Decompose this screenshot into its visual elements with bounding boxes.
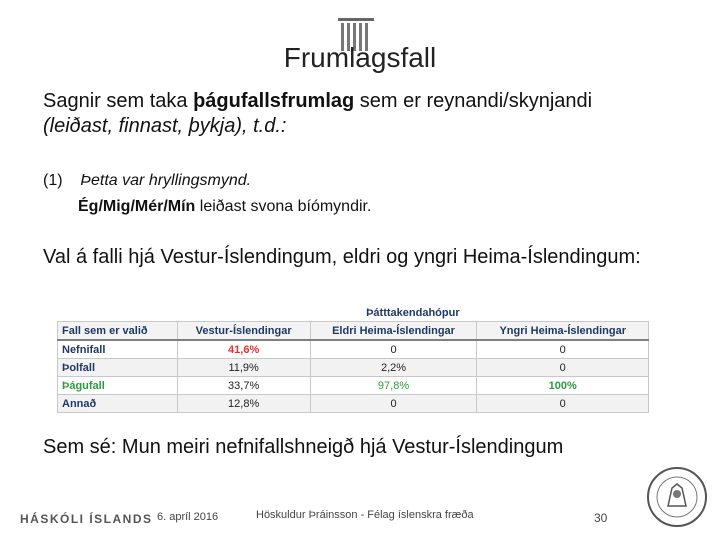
- table-row: [58, 359, 649, 377]
- table-row: [58, 395, 649, 413]
- example-sentence: Þetta var hryllingsmynd.: [80, 172, 252, 189]
- table-cell: 41,6%: [177, 340, 310, 359]
- example-number: (1): [43, 172, 63, 189]
- intro-paragraph: [43, 89, 693, 139]
- intro-line2: (leiðast, finnast, þykja), t.d.:: [43, 115, 287, 137]
- slide-title: Frumlagsfall: [283, 42, 437, 73]
- table-intro-paragraph: Val á falli hjá Vestur-Íslendingum, eldri og yngri Heima-Íslendingum:: [43, 246, 641, 268]
- intro-bold-term: þágufallsfrumlag: [193, 90, 355, 112]
- table-col-header: Vestur-Íslendingar: [177, 322, 310, 341]
- table-row: [58, 377, 649, 395]
- table-row-label: Þágufall: [58, 377, 178, 395]
- table-cell: 0: [310, 395, 477, 413]
- table-group-header-row: [58, 304, 649, 322]
- table-cell: 0: [477, 359, 649, 377]
- results-table-container: [57, 304, 649, 412]
- example-line-1: [43, 171, 251, 191]
- table-cell: 11,9%: [177, 359, 310, 377]
- page-number: 30: [594, 511, 608, 525]
- table-cell: 2,2%: [310, 359, 477, 377]
- university-seal-icon: [646, 466, 708, 528]
- example-bold-pronouns: Ég/Mig/Mér/Mín: [78, 198, 196, 215]
- intro-text-prefix: Sagnir sem taka: [43, 90, 194, 112]
- table-cell: 12,8%: [177, 395, 310, 413]
- table-cell: 33,7%: [177, 377, 310, 395]
- footer-date: 6. apríl 2016: [157, 511, 219, 523]
- table-group-header: Þátttakendahópur: [177, 304, 648, 322]
- intro-text-suffix: sem er reynandi/skynjandi: [354, 90, 593, 112]
- table-cell: 97,8%: [310, 377, 477, 395]
- table-cell: 0: [477, 395, 649, 413]
- table-row-label: Þolfall: [58, 359, 178, 377]
- table-row-label: Annað: [58, 395, 178, 413]
- table-cell: 0: [477, 340, 649, 359]
- example-rest: leiðast svona bíómyndir.: [195, 198, 372, 215]
- example-line-2: [78, 197, 371, 217]
- table-cell: 100%: [477, 377, 649, 395]
- table-col-header: Yngri Heima-Íslendingar: [477, 322, 649, 341]
- results-table: [57, 304, 649, 413]
- university-name-logo: HÁSKÓLI ÍSLANDS: [20, 512, 153, 526]
- conclusion-paragraph: Sem sé: Mun meiri nefnifallshneigð hjá Vestur-Íslendingum: [43, 436, 564, 458]
- table-col-header: Eldri Heima-Íslendingar: [310, 322, 477, 341]
- table-group-empty: [58, 304, 178, 322]
- table-col-header: Fall sem er valið: [58, 322, 178, 341]
- table-cell: 0: [310, 340, 477, 359]
- table-body: [58, 340, 649, 413]
- table-row-label: Nefnifall: [58, 340, 178, 359]
- footer-author: Höskuldur Þráinsson - Félag íslenskra fræða: [256, 509, 474, 521]
- table-row: [58, 340, 649, 359]
- table-column-header-row: [58, 322, 649, 341]
